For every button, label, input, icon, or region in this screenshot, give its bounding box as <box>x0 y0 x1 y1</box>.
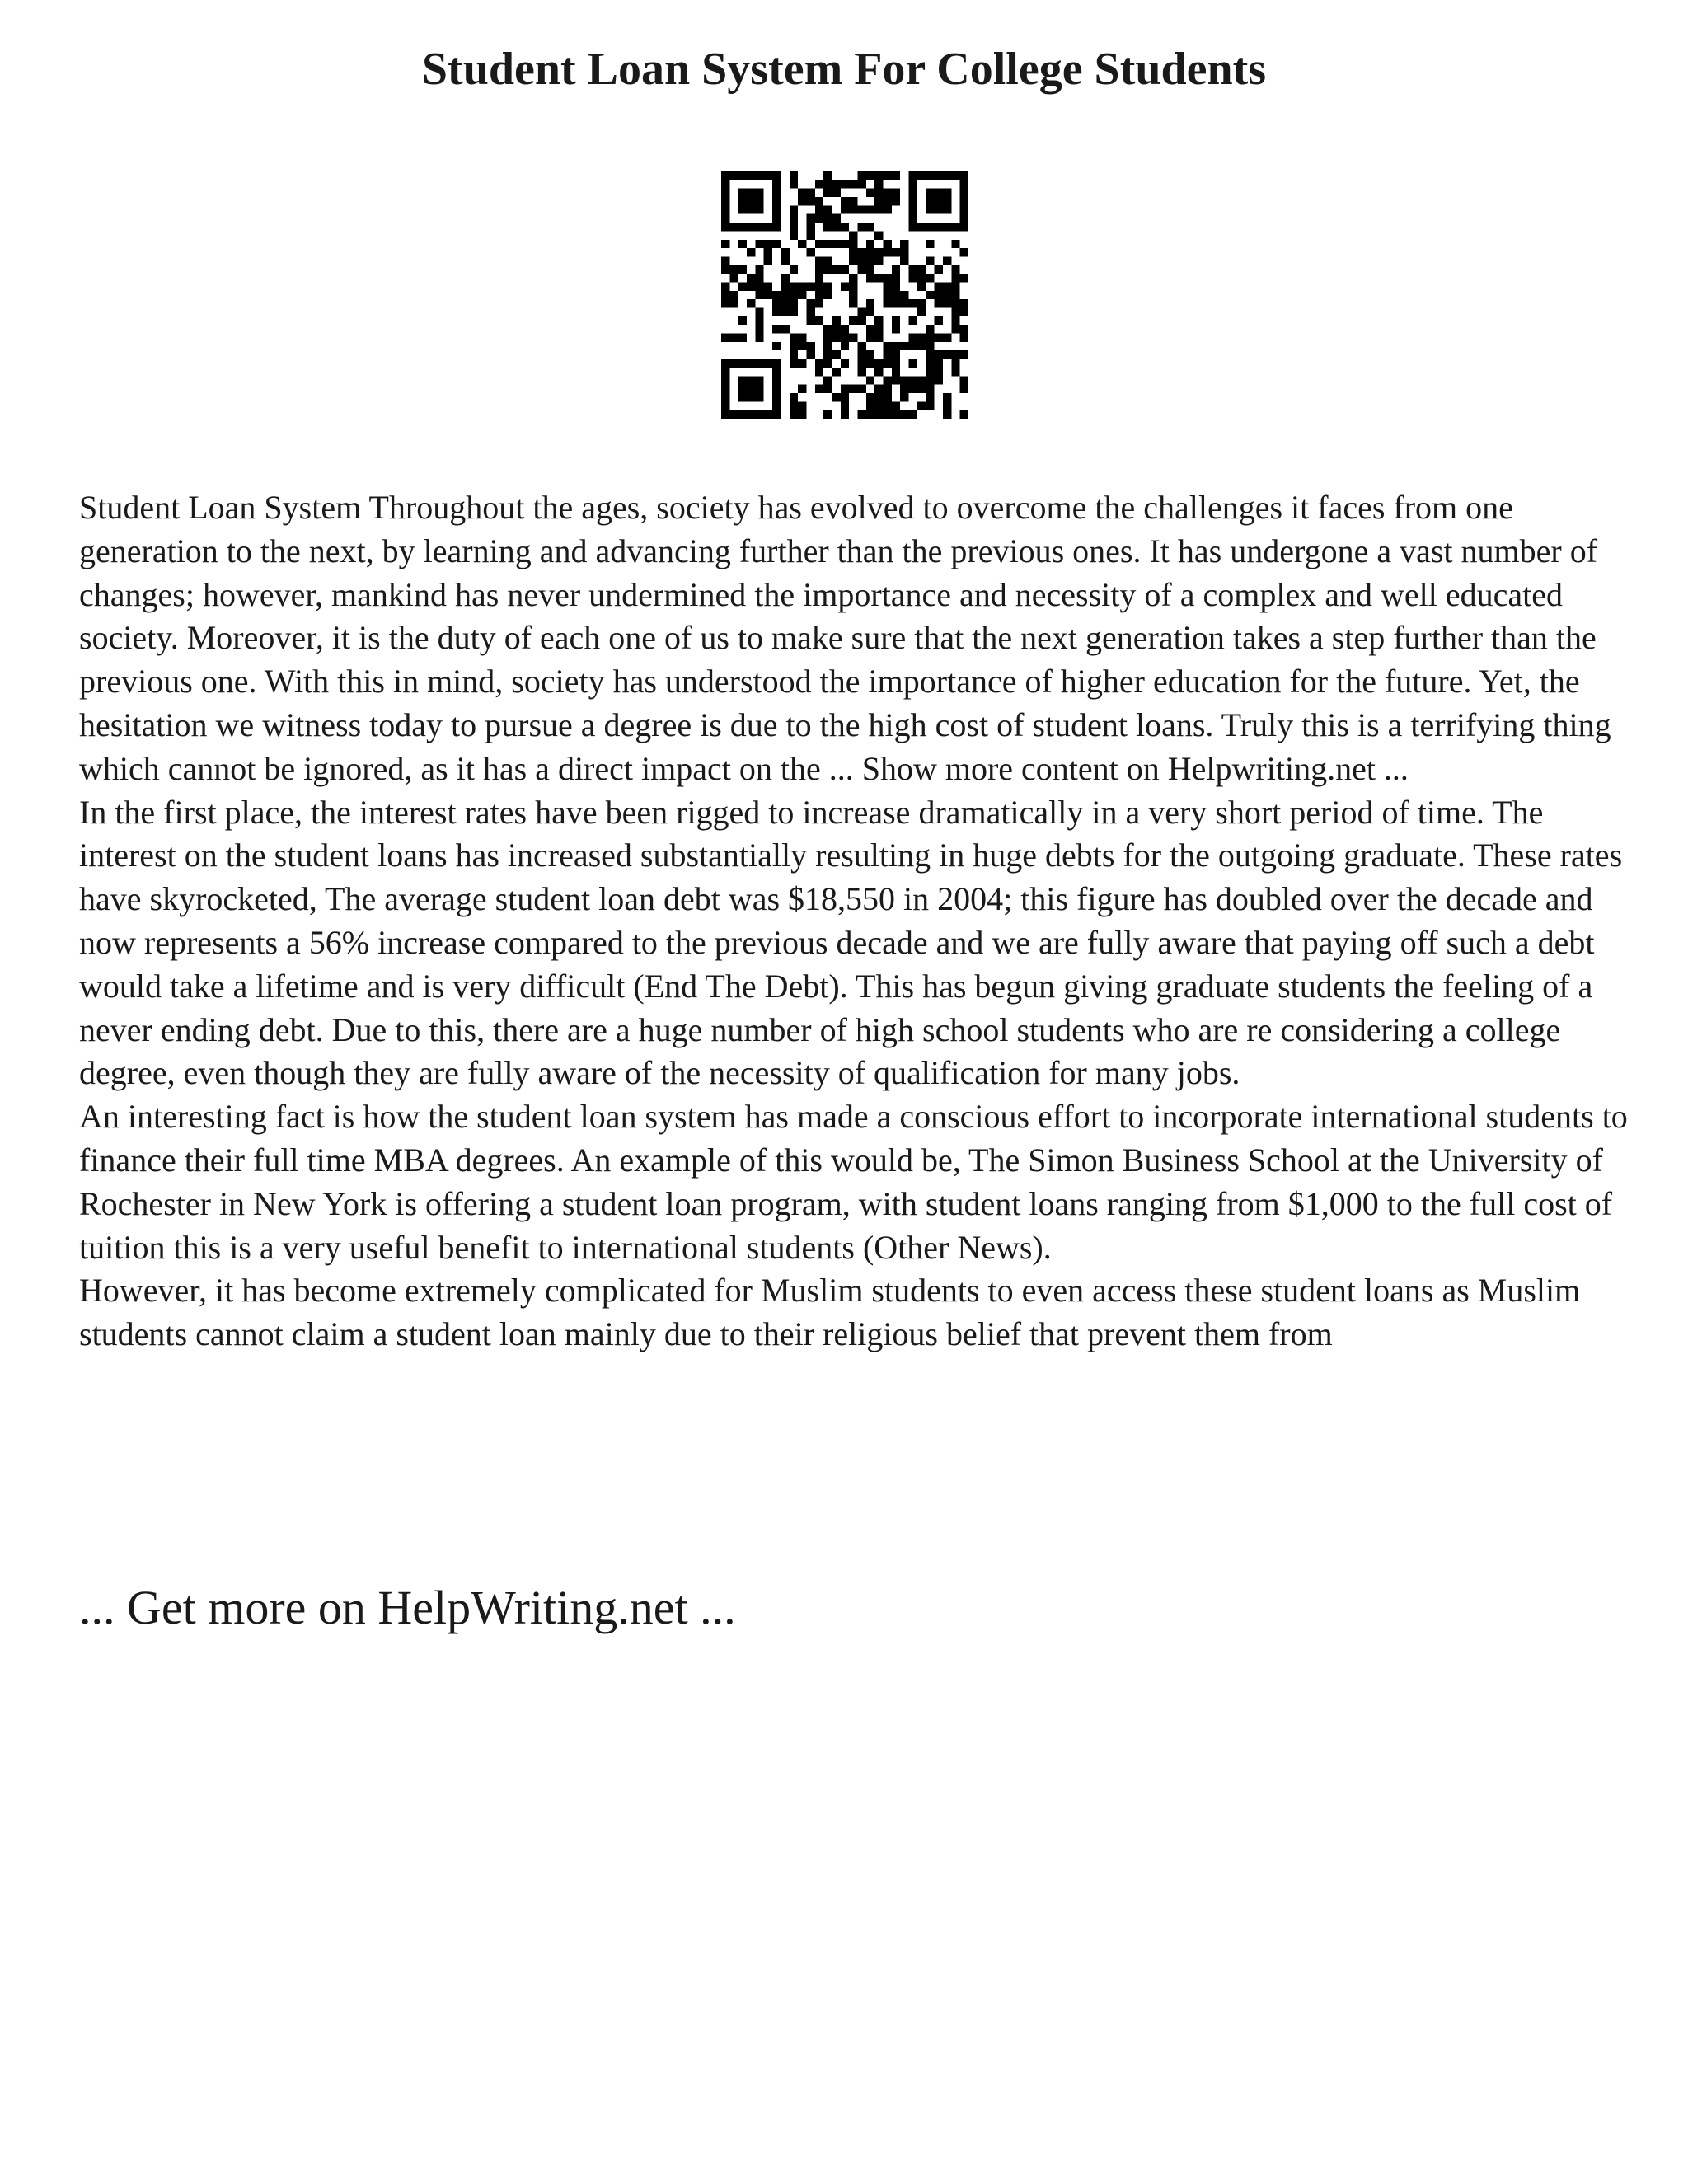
page-title: Student Loan System For College Students <box>421 44 1267 95</box>
qr-code-icon <box>721 171 968 419</box>
paragraph: Student Loan System Throughout the ages, society has evolved to overcome the challenges it faces from one generation to the next, by learning and advancing further than the previous ones. It has undergone a vast number of changes; however, mankind has never undermined the importance and necessity of a complex and well educated society. Moreover, it is the duty of each one of us to make sure that the next generation takes a step further than the previous one. With this in mind, society has understood the importance of higher education for the future. Yet, the hesitation we witness today to pursue a degree is due to the high cost of student loans. Truly this is a terrifying thing which cannot be ignored, as it has a direct impact on the ... Show more content on Helpwriting.net ... <box>79 489 1611 787</box>
get-more-link[interactable]: ... Get more on HelpWriting.net ... <box>79 1581 736 1634</box>
paragraph: In the first place, the interest rates have been rigged to increase dramatically in a very short period of time. The interest on the student loans has increased substantially resulting in huge debts for the outgoing graduate. These rates have skyrocketed, The average student loan debt was $18,550 in 2004; this figure has doubled over the decade and now represents a 56% increase compared to the previous decade and we are fully aware that paying off such a debt would take a lifetime and is very difficult (End The Debt). This has begun giving graduate students the feeling of a never ending debt. Due to this, there are a huge number of high school students who are re considering a college degree, even though they are fully aware of the necessity of qualification for many jobs. <box>79 793 1623 1092</box>
paragraph: An interesting fact is how the student loan system has made a conscious effort to incorporate international students to finance their full time MBA degrees. An example of this would be, The Simon Business School at the University of Rochester in New York is offering a student loan program, with student loans ranging from $1,000 to the full cost of tuition this is a very useful benefit to international students (Other News). <box>79 1098 1628 1266</box>
article-body <box>79 486 1629 1357</box>
paragraph: However, it has become extremely complicated for Muslim students to even access these student loans as Muslim students cannot claim a student loan mainly due to their religious belief that prevent them from <box>79 1272 1581 1353</box>
